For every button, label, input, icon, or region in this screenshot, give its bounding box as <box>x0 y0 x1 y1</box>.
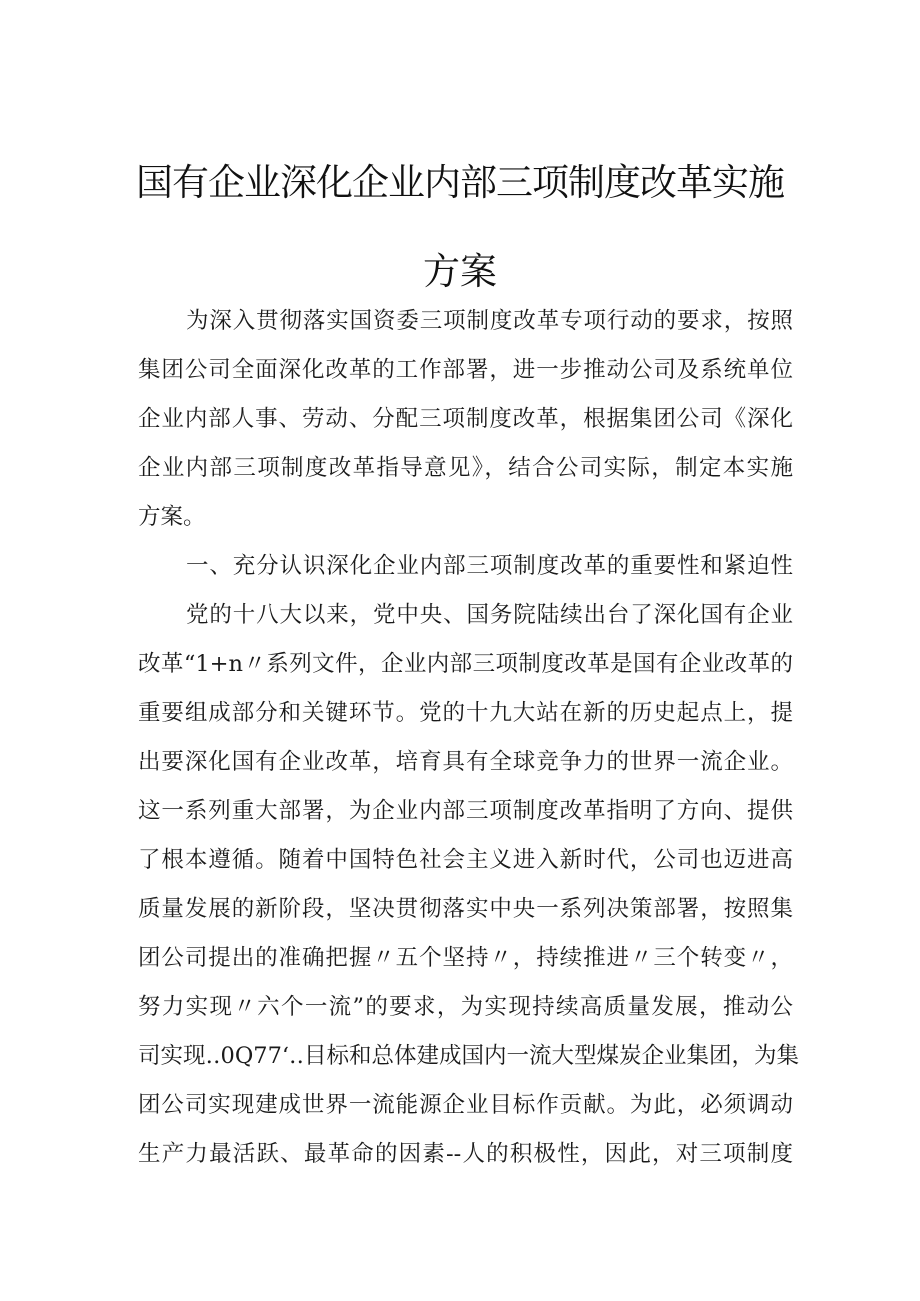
paragraph-2-line-5: 这一系列重大部署，为企业内部三项制度改革指明了方向、提供 <box>138 798 793 824</box>
document-title-line-1: 国有企业深化企业内部三项制度改革实施 <box>136 161 784 204</box>
paragraph-2-line-11: 团公司实现建成世界一流能源企业目标作贡献。为此，必须调动 <box>138 1092 793 1118</box>
paragraph-2-line-4: 出要深化国有企业改革，培育具有全球竞争力的世界一流企业。 <box>138 749 793 775</box>
paragraph-2-line-8: 团公司提出的准确把握〃五个坚持〃，持续推进〃三个转变〃， <box>138 945 793 971</box>
paragraph-2-line-1: 党的十八大以来，党中央、国务院陆续出台了深化国有企业 <box>186 602 793 628</box>
section-heading-1: 一、充分认识深化企业内部三项制度改革的重要性和紧迫性 <box>186 553 793 579</box>
paragraph-2-line-2: 改革“1+n〃系列文件，企业内部三项制度改革是国有企业改革的 <box>138 651 793 677</box>
paragraph-1-line-3: 企业内部人事、劳动、分配三项制度改革，根据集团公司《深化 <box>138 406 793 432</box>
paragraph-1-line-2: 集团公司全面深化改革的工作部署，进一步推动公司及系统单位 <box>138 357 793 383</box>
paragraph-2-line-9: 努力实现〃六个一流”的要求，为实现持续高质量发展，推动公 <box>138 994 793 1020</box>
paragraph-1-line-4: 企业内部三项制度改革指导意见》，结合公司实际，制定本实施 <box>138 455 793 481</box>
paragraph-2-line-6: 了根本遵循。随着中国特色社会主义进入新时代，公司也迈进高 <box>138 847 793 873</box>
paragraph-2-line-3: 重要组成部分和关键环节。党的十九大站在新的历史起点上，提 <box>138 700 793 726</box>
paragraph-1-line-5: 方案。 <box>138 504 206 530</box>
paragraph-2-line-10: 司实现‥0Q77‘‥目标和总体建成国内一流大型煤炭企业集团，为集 <box>138 1043 800 1069</box>
document-title-line-2: 方案 <box>423 250 497 293</box>
paragraph-1-line-1: 为深入贯彻落实国资委三项制度改革专项行动的要求，按照 <box>186 308 793 334</box>
paragraph-2-line-7: 质量发展的新阶段，坚决贯彻落实中央一系列决策部署，按照集 <box>138 896 793 922</box>
paragraph-2-line-12: 生产力最活跃、最革命的因素--人的积极性，因此，对三项制度 <box>138 1141 793 1167</box>
